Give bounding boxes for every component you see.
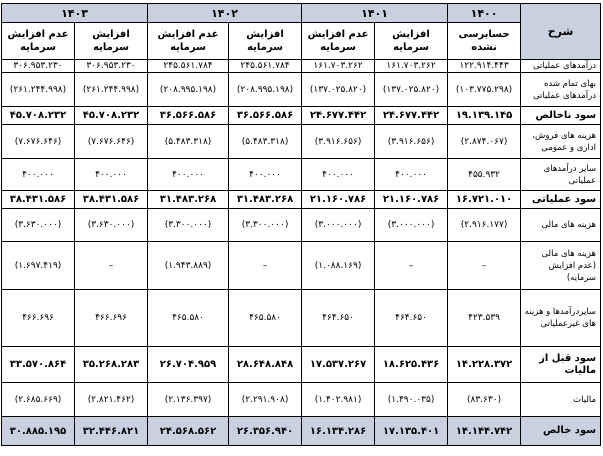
table-cell: ۴۶۴.۶۵۰	[302, 290, 375, 347]
table-cell: ۱۶.۷۲۱.۰۱۰	[448, 191, 521, 209]
table-cell: ۲۱.۱۶۰.۷۸۶	[375, 191, 448, 209]
table-cell: (۳.۹۱۶.۶۵۶)	[302, 125, 375, 159]
table-cell: (۲۶۱.۲۴۴.۹۹۸)	[75, 73, 148, 107]
header-1402-no-increase: عدم افزایش سرمایه	[148, 23, 229, 60]
table-cell: ۴۵.۷۰۸.۲۳۲	[75, 107, 148, 125]
table-row	[2, 159, 601, 191]
header-1401-increase: افزایش سرمایه	[375, 23, 448, 60]
header-year-row	[2, 4, 601, 23]
table-cell: ۴۶۵.۵۸۰	[148, 290, 229, 347]
table-cell: (۲۶۱.۲۴۴.۹۹۸)	[2, 73, 75, 107]
table-cell: ۴۲۳.۵۳۹	[448, 290, 521, 347]
table-cell: (۱.۴۹۰.۰۳۵)	[375, 383, 448, 417]
table-cell: (۲.۸۲۱.۴۶۲)	[75, 383, 148, 417]
table-cell: ۴۰۰.۰۰۰	[302, 159, 375, 191]
table-cell: ۳۰۶.۹۵۳.۲۳۰	[75, 60, 148, 73]
row-label: بهای تمام شده درآمدهای عملیاتی	[521, 73, 601, 107]
table-cell: ۱۴.۱۴۴.۷۴۲	[448, 417, 521, 446]
header-year-1400: ۱۴۰۰	[448, 4, 521, 23]
table-cell: (۳.۳۰۰.۰۰۰)	[229, 209, 302, 242]
table-cell: ۳۳.۵۷۰.۸۶۴	[2, 347, 75, 383]
header-1400-unaudited: حسابرسی نشده	[448, 23, 521, 60]
table-cell: (۱۳۷.۰۲۵.۸۲۰)	[302, 73, 375, 107]
header-1401-no-increase: عدم افزایش سرمایه	[302, 23, 375, 60]
table-cell: (۲.۸۷۴.۰۶۷)	[448, 125, 521, 159]
header-scenario-row	[2, 23, 601, 60]
table-cell: ۳۶.۵۶۶.۵۸۶	[229, 107, 302, 125]
table-cell: ۴۶۶.۶۹۶	[2, 290, 75, 347]
table-row	[2, 242, 601, 290]
table-row	[2, 191, 601, 209]
row-label: سایر درآمدهای عملیاتی	[521, 159, 601, 191]
header-1403-increase: افزایش سرمایه	[75, 23, 148, 60]
table-row	[2, 209, 601, 242]
table-cell: ۳۰.۸۸۵.۱۹۵	[2, 417, 75, 446]
header-year-1401: ۱۴۰۱	[302, 4, 448, 23]
table-cell: ۳۱.۴۸۳.۲۶۸	[148, 191, 229, 209]
table-row	[2, 60, 601, 73]
row-label: درآمدهای عملیاتی	[521, 60, 601, 73]
table-cell: ۴۵.۷۰۸.۲۳۲	[2, 107, 75, 125]
table-cell: (۱.۰۸۸.۱۶۹)	[302, 242, 375, 290]
table-cell: –	[75, 242, 148, 290]
table-cell: ۲۴.۵۶۸.۵۶۲	[148, 417, 229, 446]
table-cell: (۲.۱۳۶.۳۹۷)	[148, 383, 229, 417]
table-cell: (۳.۶۳۰.۰۰۰)	[75, 209, 148, 242]
table-cell: ۴۶۶.۶۹۶	[75, 290, 148, 347]
table-cell: ۱۶.۱۳۴.۲۸۶	[302, 417, 375, 446]
row-label: سود ناخالص	[521, 107, 601, 125]
table-cell: ۱۷.۱۳۵.۴۰۱	[375, 417, 448, 446]
table-row	[2, 417, 601, 446]
table-cell: ۲۴.۶۷۷.۴۴۲	[375, 107, 448, 125]
table-cell: (۱.۴۰۲.۹۸۱)	[302, 383, 375, 417]
row-label: هزینه های مالی	[521, 209, 601, 242]
table-cell: ۲۴.۶۷۷.۴۴۲	[302, 107, 375, 125]
table-cell: ۴۰۰.۰۰۰	[75, 159, 148, 191]
table-row	[2, 383, 601, 417]
table-cell: ۱۲۲.۹۱۴.۴۴۳	[448, 60, 521, 73]
table-cell: (۳.۰۰۰.۰۰۰)	[302, 209, 375, 242]
table-cell: (۲.۹۱۶.۱۷۷)	[448, 209, 521, 242]
table-cell: ۲۶.۷۰۴.۹۵۹	[148, 347, 229, 383]
table-cell: (۲.۲۹۱.۹۰۸)	[229, 383, 302, 417]
table-row	[2, 290, 601, 347]
header-year-1403: ۱۴۰۳	[2, 4, 148, 23]
table-cell: ۱۸.۶۲۵.۴۳۶	[375, 347, 448, 383]
table-cell: (۷.۶۷۶.۶۴۶)	[2, 125, 75, 159]
table-cell: ۳۵.۲۶۸.۲۸۳	[75, 347, 148, 383]
table-cell: ۳۶.۵۶۶.۵۸۶	[148, 107, 229, 125]
table-cell: ۴۶۵.۵۸۰	[229, 290, 302, 347]
table-cell: (۱.۶۹۷.۴۱۹)	[2, 242, 75, 290]
table-cell: ۲۸.۶۴۸.۸۴۸	[229, 347, 302, 383]
table-row	[2, 73, 601, 107]
table-cell: ۳۸.۴۳۱.۵۸۶	[75, 191, 148, 209]
table-cell: (۳.۶۳۰.۰۰۰)	[2, 209, 75, 242]
table-cell: (۱۳۷.۰۲۵.۸۲۰)	[375, 73, 448, 107]
table-row	[2, 107, 601, 125]
row-label: سود قبل از مالیات	[521, 347, 601, 383]
table-row	[2, 347, 601, 383]
table-cell: ۲۶.۳۵۶.۹۴۰	[229, 417, 302, 446]
row-label: سود خالص	[521, 417, 601, 446]
table-cell: ۱۴.۲۲۸.۳۷۲	[448, 347, 521, 383]
table-cell: ۱۹.۱۳۹.۱۴۵	[448, 107, 521, 125]
header-year-1402: ۱۴۰۲	[148, 4, 302, 23]
table-cell: ۱۶۱.۷۰۳.۲۶۲	[302, 60, 375, 73]
table-cell: ۱۷.۵۳۷.۲۶۷	[302, 347, 375, 383]
table-cell: ۴۰۰.۰۰۰	[229, 159, 302, 191]
financial-table	[1, 3, 601, 446]
row-label: سایردرآمدها و هزینه های غیرعملیاتی	[521, 290, 601, 347]
table-cell: –	[448, 242, 521, 290]
row-label: هزینه های مالی (عدم افزایش سرمایه)	[521, 242, 601, 290]
table-cell: ۴۰۰.۰۰۰	[375, 159, 448, 191]
table-cell: (۸۳.۶۳۰)	[448, 383, 521, 417]
header-1402-increase: افزایش سرمایه	[229, 23, 302, 60]
table-cell: (۳.۳۰۰.۰۰۰)	[148, 209, 229, 242]
table-cell: ۴۰۰.۰۰۰	[148, 159, 229, 191]
table-cell: (۲.۶۸۵.۶۶۹)	[2, 383, 75, 417]
table-cell: (۱۰۳.۷۷۵.۲۹۸)	[448, 73, 521, 107]
table-cell: ۴۶۴.۶۵۰	[375, 290, 448, 347]
table-cell: ۴۵۵.۹۳۲	[448, 159, 521, 191]
table-cell: (۵.۴۸۳.۳۱۸)	[229, 125, 302, 159]
table-cell: ۱۶۱.۷۰۳.۲۶۲	[375, 60, 448, 73]
table-cell: –	[229, 242, 302, 290]
table-cell: (۷.۶۷۶.۶۴۶)	[75, 125, 148, 159]
table-cell: ۲۴۵.۵۶۱.۷۸۴	[229, 60, 302, 73]
table-cell: ۳۸.۴۳۱.۵۸۶	[2, 191, 75, 209]
table-cell: ۲۱.۱۶۰.۷۸۶	[302, 191, 375, 209]
table-cell: ۳۰۶.۹۵۳.۲۳۰	[2, 60, 75, 73]
table-cell: (۱.۹۴۳.۸۸۹)	[148, 242, 229, 290]
table-cell: (۵.۴۸۳.۳۱۸)	[148, 125, 229, 159]
table-row	[2, 125, 601, 159]
table-cell: ۴۰۰.۰۰۰	[2, 159, 75, 191]
header-sharh: شرح	[521, 4, 601, 60]
table-cell: ۳۱.۴۸۳.۲۶۸	[229, 191, 302, 209]
row-label: مالیات	[521, 383, 601, 417]
table-cell: ۲۴۵.۵۶۱.۷۸۴	[148, 60, 229, 73]
row-label: هزینه های فروش، اداری و عمومی	[521, 125, 601, 159]
table-cell: –	[375, 242, 448, 290]
table-cell: (۲۰۸.۹۹۵.۱۹۸)	[148, 73, 229, 107]
table-cell: ۳۲.۴۴۶.۸۲۱	[75, 417, 148, 446]
header-1403-no-increase: عدم افزایش سرمایه	[2, 23, 75, 60]
table-cell: (۳.۰۰۰.۰۰۰)	[375, 209, 448, 242]
table-cell: (۳.۹۱۶.۶۵۶)	[375, 125, 448, 159]
row-label: سود عملیاتی	[521, 191, 601, 209]
table-cell: (۲۰۸.۹۹۵.۱۹۸)	[229, 73, 302, 107]
